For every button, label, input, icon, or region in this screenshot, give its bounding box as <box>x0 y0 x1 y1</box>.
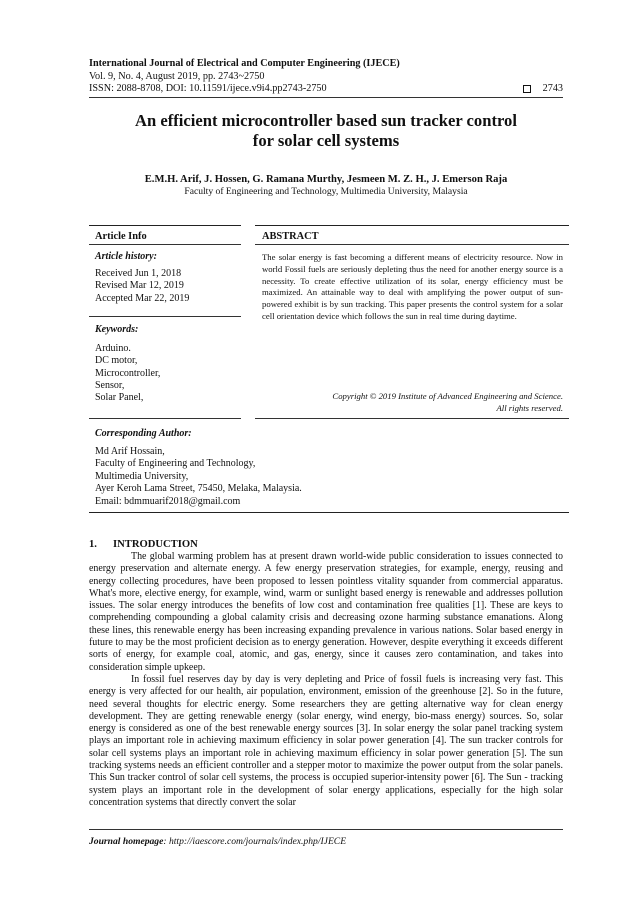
keyword-item: Sensor, <box>95 379 125 391</box>
section-body <box>89 551 563 809</box>
footer-divider <box>89 829 563 830</box>
keywords-list <box>95 343 160 404</box>
history-received: Received Jun 1, 2018 <box>95 268 182 279</box>
copyright-line-2: All rights reserved. <box>496 402 563 413</box>
keywords-label: Keywords: <box>95 324 139 335</box>
affiliation: Faculty of Engineering and Technology, Multimedia University, Malaysia <box>184 186 468 197</box>
section-heading <box>89 539 198 551</box>
corresponding-label: Corresponding Author: <box>95 428 192 439</box>
abstract-heading: ABSTRACT <box>262 231 319 242</box>
author-email: Email: bdmmuarif2018@gmail.com <box>95 495 241 507</box>
keyword-item: Arduino. <box>95 343 131 354</box>
abstract-text: The solar energy is fast becoming a different means of electricity resource. Now in world Fossil fuels are seriously depleting thus the need for another energy source is a necessity. To create effective utilization of its solar, energy efficiency must be maximized. An attainable way to deal with amplifying the power output of sun-powered exhibit is by sun tracking. This paper presents the control system for a solar cell orientation device which follows the sun in real time during daytime. <box>262 252 563 321</box>
copyright-notice <box>262 391 563 415</box>
footer-label: Journal homepage <box>89 836 164 847</box>
issn-row <box>89 83 563 96</box>
info-head-rule-left <box>89 244 241 245</box>
footer-url[interactable]: : http://iaescore.com/journals/index.php/IJECE <box>163 836 347 847</box>
section-title: INTRODUCTION <box>113 539 198 550</box>
info-end-rule <box>89 512 569 513</box>
history-list <box>95 268 189 305</box>
article-info-heading: Article Info <box>95 231 147 242</box>
history-label: Article history: <box>95 251 157 262</box>
square-icon <box>523 85 531 93</box>
author-university: Multimedia University, <box>95 470 189 482</box>
section-number: 1. <box>89 539 97 550</box>
corresponding-details <box>95 446 555 508</box>
journal-issn: ISSN: 2088-8708, DOI: 10.11591/ijece.v9i4.pp2743-2750 <box>89 83 327 95</box>
info-top-rule-right <box>255 225 569 226</box>
history-revised: Revised Mar 12, 2019 <box>95 280 184 292</box>
page-number: 2743 <box>542 83 563 95</box>
keyword-item: DC motor, <box>95 355 138 367</box>
author-list: E.M.H. Arif, J. Hossen, G. Ramana Murthy, Jesmeen M. Z. H., J. Emerson Raja <box>144 174 508 185</box>
info-head-rule-right <box>255 244 569 245</box>
title-line-2: for solar cell systems <box>252 131 400 150</box>
author-faculty: Faculty of Engineering and Technology, <box>95 458 256 470</box>
info-bottom-rule-right <box>255 418 569 419</box>
journal-footer <box>89 836 346 848</box>
keyword-item: Solar Panel, <box>95 392 144 404</box>
history-rule <box>89 316 241 317</box>
header-divider <box>89 97 563 98</box>
author-address: Ayer Keroh Lama Street, 75450, Melaka, Malaysia. <box>95 483 302 495</box>
keyword-item: Microcontroller, <box>95 367 161 379</box>
info-bottom-rule-left <box>89 418 241 419</box>
copyright-line-1: Copyright © 2019 Institute of Advanced Engineering and Science. <box>332 391 563 401</box>
history-accepted: Accepted Mar 22, 2019 <box>95 292 190 304</box>
journal-volume: Vol. 9, No. 4, August 2019, pp. 2743~2750 <box>89 70 265 82</box>
author-name: Md Arif Hossain, <box>95 446 165 457</box>
journal-header <box>89 58 563 96</box>
journal-name: International Journal of Electrical and Computer Engineering (IJECE) <box>89 58 400 69</box>
paragraph: In fossil fuel reserves day by day is very depleting and Price of fossil fuels is increasing very fast. This energy is very affected for our health, air population, environment, emission of the greenhouse [2]. So in the future, need several thoughts for electric energy. Some researchers they are getting alternative way for clean energy development. They are getting renewable energy (solar energy, wind energy, bio-mass energy) sources. So, solar energy is considered as one of the best renewable energy sources [3]. In solar energy the solar panel tracking system plays an important role in achieving maximum efficiency in solar power generation [4]. The sun tracker controls for solar cell systems plays an important role in achieving maximum efficiency in solar power generation [5]. The sun tracking systems needs an efficient controller and a stepper motor to maximize the power output from the solar panels. This Sun tracker control of solar cell systems, the process is occupied superior-intensity power [6]. The Sun - tracking system plays an important role in the development of solar energy applications, especially for the high solar concentration systems that directly convert the solar <box>89 673 563 808</box>
paper-title <box>89 111 563 151</box>
title-line-1: An efficient microcontroller based sun tracker control <box>135 111 517 130</box>
paragraph: The global warming problem has at present drawn world-wide public consideration to issues connected to energy preservation and alternate energy. A few energy preservation strategies, for example, energy, reusing and energy collecting procedures, have been proposed to lessen pointless vitality squander from commercial apparatus. What's more, elective energy, for example, wind, warm or sunlight based energy is renewable and addresses pollution issues. The solar energy introduces the benefits of low cost and contamination free qualities [1]. These are keys to comprehending compounding a global calamity crisis and decreasing ozone harming substance emanations. Along these lines, this renewable energy has been increasing expanding prevalence in various nations. Solar based energy in future to may be the most proficient decision as to energy generation. However, despite everything it exceeds different sorts of energy, for example coal, atomic, and gas, energy, since it causes zero contamination, and takes into consideration simple upkeep. <box>89 551 563 673</box>
info-top-rule-left <box>89 225 241 226</box>
page-number-group <box>523 83 563 96</box>
